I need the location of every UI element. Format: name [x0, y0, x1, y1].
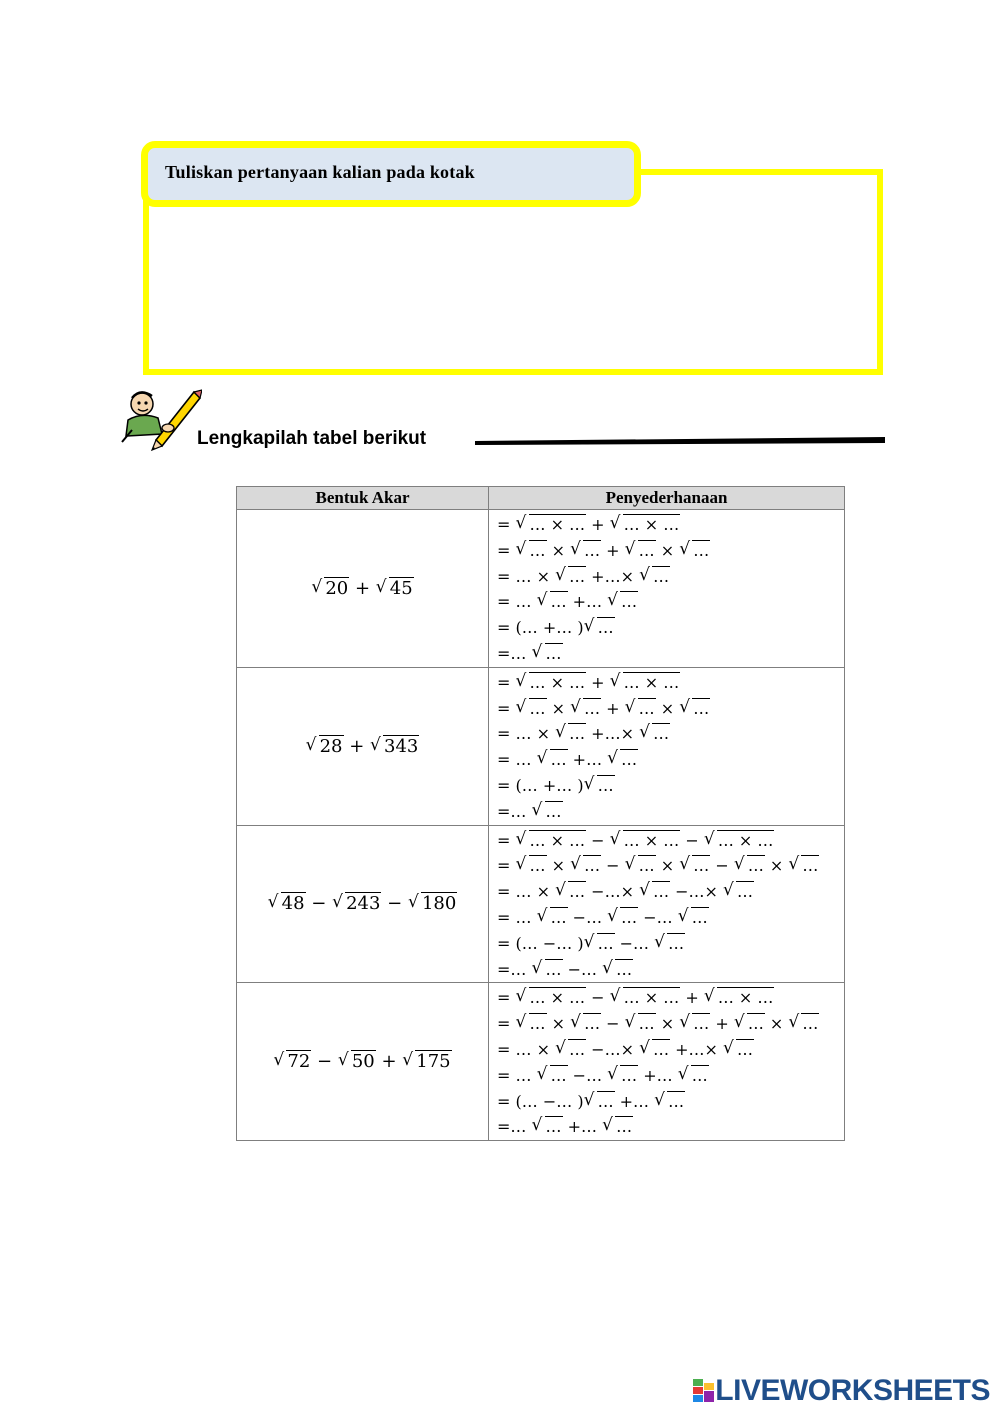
- radical: √ …: [723, 1037, 754, 1063]
- radical: √ …: [570, 853, 601, 879]
- radical: √ …: [639, 564, 670, 590]
- radical: √ …: [625, 853, 656, 879]
- simplification-step[interactable]: = √ … × √ … + √ … × √ …: [497, 696, 844, 722]
- simplification-step[interactable]: = √ … × … + √ … × …: [497, 670, 844, 696]
- radical: √ …: [679, 853, 710, 879]
- simplification-step[interactable]: = √ … × … + √ … × …: [497, 512, 844, 538]
- simplification-step[interactable]: = … √ … +… √ …: [497, 747, 844, 773]
- simplification-step[interactable]: = √ … × √ … − √ … × √ … − √ … × √ …: [497, 853, 844, 879]
- table-row: [237, 825, 845, 983]
- simplification-step[interactable]: = … × √ … +…× √ …: [497, 721, 844, 747]
- simplification-steps[interactable]: [489, 510, 845, 668]
- question-box-label: Tuliskan pertanyaan kalian pada kotak: [165, 162, 475, 182]
- radical: √ 175: [402, 1051, 451, 1072]
- radical: √ …: [678, 1063, 709, 1089]
- radical: √ …: [570, 696, 601, 722]
- simplification-step[interactable]: = √ … × √ … − √ … × √ … + √ … × √ …: [497, 1011, 844, 1037]
- radical: √ …: [555, 879, 586, 905]
- radical: √ …: [607, 1063, 638, 1089]
- radical: √ …: [584, 931, 615, 957]
- radical: √ … × …: [610, 828, 681, 854]
- pencil-mascot-icon: [118, 384, 202, 454]
- simplification-step[interactable]: =… √ … +… √ …: [497, 1114, 844, 1140]
- radical: √ …: [639, 721, 670, 747]
- radical: √ …: [607, 905, 638, 931]
- radical: √ … × …: [516, 985, 587, 1011]
- radical: √ …: [734, 853, 765, 879]
- radical: √ …: [516, 538, 547, 564]
- radical: √ …: [532, 957, 563, 983]
- simplification-step[interactable]: = … × √ … +…× √ …: [497, 564, 844, 590]
- radical: √ …: [602, 957, 633, 983]
- radical: √ 45: [376, 578, 414, 599]
- radical: √ …: [516, 853, 547, 879]
- radical: √ …: [723, 879, 754, 905]
- root-expression: √ 72 − √ 50 + √ 175: [237, 983, 489, 1141]
- radical: √ …: [678, 905, 709, 931]
- simplification-table: [236, 486, 845, 1141]
- simplification-step[interactable]: = (… +… )√ …: [497, 773, 844, 799]
- simplification-step[interactable]: = … × √ … −…× √ … −…× √ …: [497, 879, 844, 905]
- simplification-step[interactable]: = (… −… )√ … −… √ …: [497, 931, 844, 957]
- simplification-step[interactable]: = … √ … +… √ …: [497, 589, 844, 615]
- radical: √ …: [584, 1089, 615, 1115]
- liveworksheets-logo: [693, 1374, 990, 1408]
- radical: √ …: [654, 931, 685, 957]
- radical: √ …: [555, 721, 586, 747]
- root-expression: √ 20 + √ 45: [237, 510, 489, 668]
- radical: √ …: [537, 1063, 568, 1089]
- simplification-step[interactable]: =… √ …: [497, 799, 844, 825]
- radical: √ … × …: [516, 670, 587, 696]
- radical: √ … × …: [610, 670, 681, 696]
- simplification-step[interactable]: = √ … × … − √ … × … − √ … × …: [497, 828, 844, 854]
- radical: √ … × …: [704, 828, 775, 854]
- radical: √ …: [537, 747, 568, 773]
- table-row: [237, 510, 845, 668]
- radical: √ …: [570, 1011, 601, 1037]
- simplification-step[interactable]: = √ … × … − √ … × … + √ … × …: [497, 985, 844, 1011]
- radical: √ …: [788, 1011, 819, 1037]
- radical: √ …: [734, 1011, 765, 1037]
- radical: √ …: [607, 589, 638, 615]
- radical: √ …: [584, 773, 615, 799]
- table-row: [237, 667, 845, 825]
- radical: √ 343: [370, 736, 419, 757]
- radical: √ … × …: [610, 985, 681, 1011]
- radical: √ …: [639, 1037, 670, 1063]
- simplification-steps[interactable]: [489, 983, 845, 1141]
- radical: √ …: [625, 1011, 656, 1037]
- radical: √ 180: [408, 893, 457, 914]
- radical: √ …: [788, 853, 819, 879]
- simplification-step[interactable]: =… √ …: [497, 641, 844, 667]
- simplification-step[interactable]: = (… +… )√ …: [497, 615, 844, 641]
- radical: √ 50: [338, 1051, 376, 1072]
- root-expression: √ 28 + √ 343: [237, 667, 489, 825]
- radical: √ 20: [311, 578, 349, 599]
- radical: √ …: [625, 696, 656, 722]
- table-header-row: [237, 487, 845, 510]
- radical: √ … × …: [516, 512, 587, 538]
- radical: √ 243: [332, 893, 381, 914]
- radical: √ …: [555, 564, 586, 590]
- simplification-step[interactable]: = … × √ … −…× √ … +…× √ …: [497, 1037, 844, 1063]
- radical: √ …: [679, 696, 710, 722]
- logo-text: LIVEWORKSHEETS: [715, 1374, 990, 1407]
- table-row: [237, 983, 845, 1141]
- simplification-step[interactable]: =… √ … −… √ …: [497, 957, 844, 983]
- radical: √ …: [639, 879, 670, 905]
- radical: √ …: [602, 1114, 633, 1140]
- simplification-step[interactable]: = … √ … −… √ … −… √ …: [497, 905, 844, 931]
- radical: √ …: [537, 905, 568, 931]
- radical: √ …: [555, 1037, 586, 1063]
- radical: √ …: [516, 696, 547, 722]
- question-box-tab: [141, 141, 641, 207]
- radical: √ 72: [273, 1051, 311, 1072]
- radical: √ …: [532, 1114, 563, 1140]
- radical: √ … × …: [704, 985, 775, 1011]
- column-header-penyederhanaan: Penyederhanaan: [489, 487, 845, 510]
- radical: √ …: [532, 799, 563, 825]
- simplification-step[interactable]: = (… −… )√ … +… √ …: [497, 1089, 844, 1115]
- column-header-bentuk-akar: Bentuk Akar: [237, 487, 489, 510]
- radical: √ …: [607, 747, 638, 773]
- radical: √ 48: [268, 893, 306, 914]
- section-heading: Lengkapilah tabel berikut: [197, 428, 427, 449]
- simplification-step[interactable]: = √ … × √ … + √ … × √ …: [497, 538, 844, 564]
- simplification-step[interactable]: = … √ … −… √ … +… √ …: [497, 1063, 844, 1089]
- radical: √ …: [532, 641, 563, 667]
- radical: √ … × …: [516, 828, 587, 854]
- simplification-steps[interactable]: [489, 825, 845, 983]
- radical: √ …: [679, 1011, 710, 1037]
- simplification-steps[interactable]: [489, 667, 845, 825]
- radical: √ …: [679, 538, 710, 564]
- radical: √ …: [654, 1089, 685, 1115]
- logo-blocks-icon: [693, 1379, 715, 1403]
- radical: √ …: [584, 615, 615, 641]
- radical: √ 28: [306, 736, 344, 757]
- heading-underline: [475, 437, 885, 445]
- radical: √ … × …: [610, 512, 681, 538]
- radical: √ …: [625, 538, 656, 564]
- radical: √ …: [537, 589, 568, 615]
- radical: √ …: [516, 1011, 547, 1037]
- radical: √ …: [570, 538, 601, 564]
- root-expression: √ 48 − √ 243 − √ 180: [237, 825, 489, 983]
